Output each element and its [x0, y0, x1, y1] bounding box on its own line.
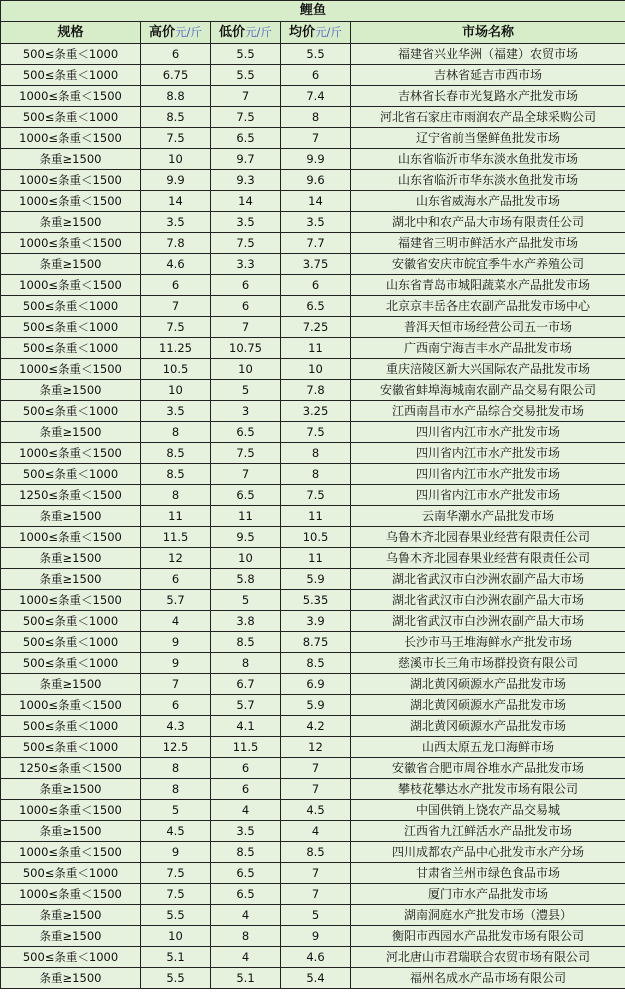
- low-price-cell: 6.5: [211, 422, 281, 443]
- header-avg-label: 均价: [289, 25, 316, 40]
- market-cell: 湖北省武汉市白沙洲农副产品大市场: [351, 611, 625, 632]
- high-price-cell: 6: [141, 44, 211, 65]
- high-price-cell: 5: [141, 800, 211, 821]
- high-price-cell: 8.5: [141, 107, 211, 128]
- high-price-cell: 11: [141, 506, 211, 527]
- low-price-cell: 5: [211, 380, 281, 401]
- avg-price-cell: 4: [281, 821, 351, 842]
- high-price-cell: 7: [141, 674, 211, 695]
- avg-price-cell: 8: [281, 443, 351, 464]
- high-price-cell: 5.5: [141, 968, 211, 989]
- low-price-cell: 6.5: [211, 863, 281, 884]
- avg-price-cell: 7.5: [281, 485, 351, 506]
- market-cell: 吉林省长春市光复路水产批发市场: [351, 86, 625, 107]
- high-price-cell: 6.75: [141, 65, 211, 86]
- low-price-cell: 10: [211, 548, 281, 569]
- spec-cell: 条重≥1500: [1, 254, 141, 275]
- market-cell: 厦门市水产品批发市场: [351, 884, 625, 905]
- high-price-cell: 10: [141, 926, 211, 947]
- spec-cell: 500≤条重＜1000: [1, 464, 141, 485]
- low-price-cell: 3: [211, 401, 281, 422]
- table-row: [1, 191, 625, 212]
- market-cell: 慈溪市长三角市场群投资有限公司: [351, 653, 625, 674]
- low-price-cell: 6.5: [211, 485, 281, 506]
- market-cell: 江西省九江鲜活水产品批发市场: [351, 821, 625, 842]
- low-price-cell: 5.5: [211, 65, 281, 86]
- market-cell: 长沙市马王堆海鲜水产批发市场: [351, 632, 625, 653]
- market-cell: 湖北省武汉市白沙洲农副产品大市场: [351, 590, 625, 611]
- avg-price-cell: 4.2: [281, 716, 351, 737]
- low-price-cell: 8: [211, 653, 281, 674]
- low-price-cell: 9.5: [211, 527, 281, 548]
- high-price-cell: 9.9: [141, 170, 211, 191]
- avg-price-cell: 9: [281, 926, 351, 947]
- high-price-cell: 7.5: [141, 884, 211, 905]
- avg-price-cell: 3.9: [281, 611, 351, 632]
- market-cell: 河北省石家庄市雨润农产品全球采购公司: [351, 107, 625, 128]
- spec-cell: 1000≤条重＜1500: [1, 233, 141, 254]
- market-cell: 甘肃省兰州市绿色食品市场: [351, 863, 625, 884]
- header-high-label: 高价: [149, 25, 176, 40]
- avg-price-cell: 10.5: [281, 527, 351, 548]
- low-price-cell: 5.8: [211, 569, 281, 590]
- low-price-cell: 6: [211, 275, 281, 296]
- market-cell: 山东省临沂市华东淡水鱼批发市场: [351, 149, 625, 170]
- market-cell: 衡阳市西园水产品批发市场有限公司: [351, 926, 625, 947]
- table-row: [1, 863, 625, 884]
- table-row: [1, 401, 625, 422]
- high-price-cell: 7: [141, 296, 211, 317]
- market-cell: 辽宁省前当堡鲜鱼批发市场: [351, 128, 625, 149]
- low-price-cell: 10: [211, 359, 281, 380]
- market-cell: 乌鲁木齐北园春果业经营有限责任公司: [351, 548, 625, 569]
- high-price-cell: 10.5: [141, 359, 211, 380]
- spec-cell: 1000≤条重＜1500: [1, 191, 141, 212]
- low-price-cell: 6.5: [211, 884, 281, 905]
- avg-price-cell: 8.75: [281, 632, 351, 653]
- spec-cell: 1000≤条重＜1500: [1, 695, 141, 716]
- avg-price-cell: 11: [281, 506, 351, 527]
- spec-cell: 条重≥1500: [1, 821, 141, 842]
- high-price-cell: 12: [141, 548, 211, 569]
- market-cell: 安徽省合肥市周谷堆水产品批发市场: [351, 758, 625, 779]
- spec-cell: 条重≥1500: [1, 674, 141, 695]
- low-price-cell: 4.1: [211, 716, 281, 737]
- low-price-cell: 9.7: [211, 149, 281, 170]
- table-row: [1, 632, 625, 653]
- low-price-cell: 4: [211, 947, 281, 968]
- high-price-cell: 8: [141, 485, 211, 506]
- table-row: [1, 716, 625, 737]
- market-cell: 湖南洞庭水产批发市场（澧县）: [351, 905, 625, 926]
- spec-cell: 1000≤条重＜1500: [1, 590, 141, 611]
- table-row: [1, 968, 625, 989]
- avg-price-cell: 10: [281, 359, 351, 380]
- low-price-cell: 7.5: [211, 233, 281, 254]
- high-price-cell: 9: [141, 653, 211, 674]
- header-low-unit: 元/斤: [245, 25, 272, 39]
- market-cell: 山东省青岛市城阳蔬菜水产品批发市场: [351, 275, 625, 296]
- table-row: [1, 590, 625, 611]
- avg-price-cell: 5.4: [281, 968, 351, 989]
- low-price-cell: 6: [211, 296, 281, 317]
- avg-price-cell: 6.9: [281, 674, 351, 695]
- high-price-cell: 3.5: [141, 212, 211, 233]
- table-row: [1, 464, 625, 485]
- market-cell: 湖北中和农产品大市场有限责任公司: [351, 212, 625, 233]
- avg-price-cell: 5.35: [281, 590, 351, 611]
- market-cell: 四川省内江市水产批发市场: [351, 464, 625, 485]
- market-cell: 福建省兴业华洲（福建）农贸市场: [351, 44, 625, 65]
- high-price-cell: 8.5: [141, 464, 211, 485]
- avg-price-cell: 5.9: [281, 695, 351, 716]
- low-price-cell: 6.7: [211, 674, 281, 695]
- table-row: [1, 170, 625, 191]
- high-price-cell: 3.5: [141, 401, 211, 422]
- avg-price-cell: 7: [281, 779, 351, 800]
- spec-cell: 1000≤条重＜1500: [1, 800, 141, 821]
- spec-cell: 1000≤条重＜1500: [1, 275, 141, 296]
- header-low-label: 低价: [219, 25, 246, 40]
- table-row: [1, 380, 625, 401]
- avg-price-cell: 7.8: [281, 380, 351, 401]
- spec-cell: 1000≤条重＜1500: [1, 359, 141, 380]
- market-cell: 湖北黄冈硕源水产品批发市场: [351, 716, 625, 737]
- header-high-unit: 元/斤: [175, 25, 202, 39]
- table-row: [1, 758, 625, 779]
- low-price-cell: 6.5: [211, 128, 281, 149]
- avg-price-cell: 7.7: [281, 233, 351, 254]
- header-avg: [281, 22, 351, 44]
- avg-price-cell: 7: [281, 884, 351, 905]
- spec-cell: 条重≥1500: [1, 380, 141, 401]
- market-cell: 湖北黄冈硕源水产品批发市场: [351, 674, 625, 695]
- high-price-cell: 5.1: [141, 947, 211, 968]
- market-cell: 吉林省延吉市西市场: [351, 65, 625, 86]
- market-cell: 河北唐山市君瑞联合农贸市场有限公司: [351, 947, 625, 968]
- header-spec: 规格: [1, 22, 141, 44]
- market-cell: 山西太原五龙口海鲜市场: [351, 737, 625, 758]
- avg-price-cell: 8: [281, 464, 351, 485]
- table-row: [1, 821, 625, 842]
- table-row: [1, 527, 625, 548]
- table-body: [1, 44, 625, 989]
- avg-price-cell: 3.75: [281, 254, 351, 275]
- high-price-cell: 11.5: [141, 527, 211, 548]
- avg-price-cell: 11: [281, 338, 351, 359]
- high-price-cell: 8.5: [141, 443, 211, 464]
- table-row: [1, 905, 625, 926]
- spec-cell: 1000≤条重＜1500: [1, 86, 141, 107]
- spec-cell: 条重≥1500: [1, 548, 141, 569]
- high-price-cell: 8: [141, 422, 211, 443]
- table-row: [1, 674, 625, 695]
- spec-cell: 500≤条重＜1000: [1, 947, 141, 968]
- avg-price-cell: 6: [281, 275, 351, 296]
- avg-price-cell: 9.9: [281, 149, 351, 170]
- high-price-cell: 8.8: [141, 86, 211, 107]
- low-price-cell: 11.5: [211, 737, 281, 758]
- spec-cell: 条重≥1500: [1, 212, 141, 233]
- spec-cell: 条重≥1500: [1, 149, 141, 170]
- table-row: [1, 506, 625, 527]
- low-price-cell: 7: [211, 317, 281, 338]
- spec-cell: 500≤条重＜1000: [1, 107, 141, 128]
- spec-cell: 500≤条重＜1000: [1, 863, 141, 884]
- high-price-cell: 7.5: [141, 128, 211, 149]
- low-price-cell: 4: [211, 905, 281, 926]
- table-row: [1, 44, 625, 65]
- market-cell: 福建省三明市鲜活水产品批发市场: [351, 233, 625, 254]
- low-price-cell: 5.5: [211, 44, 281, 65]
- low-price-cell: 7: [211, 464, 281, 485]
- high-price-cell: 4: [141, 611, 211, 632]
- table-row: [1, 275, 625, 296]
- spec-cell: 1000≤条重＜1500: [1, 443, 141, 464]
- spec-cell: 1000≤条重＜1500: [1, 170, 141, 191]
- market-cell: 攀枝花攀达水产批发市场有限公司: [351, 779, 625, 800]
- table-row: [1, 254, 625, 275]
- spec-cell: 条重≥1500: [1, 779, 141, 800]
- spec-cell: 1000≤条重＜1500: [1, 128, 141, 149]
- low-price-cell: 6: [211, 779, 281, 800]
- high-price-cell: 10: [141, 149, 211, 170]
- high-price-cell: 12.5: [141, 737, 211, 758]
- market-cell: 广西南宁海吉丰水产品批发市场: [351, 338, 625, 359]
- header-high: [141, 22, 211, 44]
- spec-cell: 条重≥1500: [1, 926, 141, 947]
- spec-cell: 500≤条重＜1000: [1, 65, 141, 86]
- table-row: [1, 233, 625, 254]
- spec-cell: 500≤条重＜1000: [1, 653, 141, 674]
- spec-cell: 500≤条重＜1000: [1, 716, 141, 737]
- avg-price-cell: 3.25: [281, 401, 351, 422]
- spec-cell: 条重≥1500: [1, 569, 141, 590]
- table-row: [1, 569, 625, 590]
- avg-price-cell: 7.4: [281, 86, 351, 107]
- low-price-cell: 10.75: [211, 338, 281, 359]
- low-price-cell: 3.8: [211, 611, 281, 632]
- market-cell: 重庆涪陵区新大兴国际农产品批发市场: [351, 359, 625, 380]
- high-price-cell: 11.25: [141, 338, 211, 359]
- avg-price-cell: 7.25: [281, 317, 351, 338]
- high-price-cell: 7.8: [141, 233, 211, 254]
- spec-cell: 条重≥1500: [1, 905, 141, 926]
- table-row: [1, 695, 625, 716]
- market-cell: 中国供销上饶农产品交易城: [351, 800, 625, 821]
- low-price-cell: 6: [211, 758, 281, 779]
- market-cell: 湖北黄冈硕源水产品批发市场: [351, 695, 625, 716]
- market-cell: 四川省内江市水产批发市场: [351, 443, 625, 464]
- table-row: [1, 149, 625, 170]
- avg-price-cell: 7: [281, 863, 351, 884]
- spec-cell: 500≤条重＜1000: [1, 338, 141, 359]
- high-price-cell: 8: [141, 758, 211, 779]
- high-price-cell: 6: [141, 695, 211, 716]
- low-price-cell: 8.5: [211, 842, 281, 863]
- table-row: [1, 86, 625, 107]
- avg-price-cell: 4.5: [281, 800, 351, 821]
- avg-price-cell: 3.5: [281, 212, 351, 233]
- low-price-cell: 3.3: [211, 254, 281, 275]
- low-price-cell: 5.7: [211, 695, 281, 716]
- low-price-cell: 7.5: [211, 443, 281, 464]
- high-price-cell: 4.5: [141, 821, 211, 842]
- low-price-cell: 5: [211, 590, 281, 611]
- table-row: [1, 779, 625, 800]
- spec-cell: 条重≥1500: [1, 968, 141, 989]
- avg-price-cell: 8.5: [281, 653, 351, 674]
- high-price-cell: 9: [141, 842, 211, 863]
- high-price-cell: 6: [141, 569, 211, 590]
- market-cell: 乌鲁木齐北园春果业经营有限责任公司: [351, 527, 625, 548]
- table-title: 鲤鱼: [1, 1, 625, 22]
- table-row: [1, 611, 625, 632]
- header-row: [1, 22, 625, 44]
- spec-cell: 500≤条重＜1000: [1, 317, 141, 338]
- header-avg-unit: 元/斤: [315, 25, 342, 39]
- market-cell: 云南华潮水产品批发市场: [351, 506, 625, 527]
- spec-cell: 500≤条重＜1000: [1, 401, 141, 422]
- table-row: [1, 884, 625, 905]
- table-title-row: [1, 1, 625, 22]
- table-row: [1, 926, 625, 947]
- avg-price-cell: 6: [281, 65, 351, 86]
- table-row: [1, 548, 625, 569]
- table-row: [1, 800, 625, 821]
- avg-price-cell: 9.6: [281, 170, 351, 191]
- header-low: [211, 22, 281, 44]
- table-row: [1, 128, 625, 149]
- high-price-cell: 7.5: [141, 863, 211, 884]
- high-price-cell: 6: [141, 275, 211, 296]
- table-row: [1, 65, 625, 86]
- high-price-cell: 4.6: [141, 254, 211, 275]
- high-price-cell: 8: [141, 779, 211, 800]
- spec-cell: 1000≤条重＜1500: [1, 884, 141, 905]
- spec-cell: 500≤条重＜1000: [1, 632, 141, 653]
- market-cell: 四川成都农产品中心批发市水产分场: [351, 842, 625, 863]
- high-price-cell: 10: [141, 380, 211, 401]
- header-market: 市场名称: [351, 22, 625, 44]
- avg-price-cell: 7: [281, 758, 351, 779]
- market-cell: 湖北省武汉市白沙洲农副产品大市场: [351, 569, 625, 590]
- table-row: [1, 485, 625, 506]
- high-price-cell: 4.3: [141, 716, 211, 737]
- market-cell: 普洱天恒市场经营公司五一市场: [351, 317, 625, 338]
- table-row: [1, 737, 625, 758]
- market-cell: 四川省内江市水产批发市场: [351, 422, 625, 443]
- spec-cell: 条重≥1500: [1, 506, 141, 527]
- table-row: [1, 653, 625, 674]
- high-price-cell: 5.7: [141, 590, 211, 611]
- table-row: [1, 443, 625, 464]
- table-row: [1, 422, 625, 443]
- high-price-cell: 9: [141, 632, 211, 653]
- low-price-cell: 4: [211, 800, 281, 821]
- avg-price-cell: 5: [281, 905, 351, 926]
- avg-price-cell: 8.5: [281, 842, 351, 863]
- high-price-cell: 14: [141, 191, 211, 212]
- low-price-cell: 3.5: [211, 212, 281, 233]
- table-row: [1, 947, 625, 968]
- low-price-cell: 9.3: [211, 170, 281, 191]
- spec-cell: 500≤条重＜1000: [1, 737, 141, 758]
- avg-price-cell: 8: [281, 107, 351, 128]
- low-price-cell: 14: [211, 191, 281, 212]
- market-cell: 四川省内江市水产批发市场: [351, 485, 625, 506]
- spec-cell: 1000≤条重＜1500: [1, 842, 141, 863]
- market-cell: 北京京丰岳各庄农副产品批发市场中心: [351, 296, 625, 317]
- avg-price-cell: 7.5: [281, 422, 351, 443]
- low-price-cell: 7.5: [211, 107, 281, 128]
- avg-price-cell: 11: [281, 548, 351, 569]
- spec-cell: 1250≤条重＜1500: [1, 758, 141, 779]
- avg-price-cell: 6.5: [281, 296, 351, 317]
- spec-cell: 1250≤条重＜1500: [1, 485, 141, 506]
- low-price-cell: 8.5: [211, 632, 281, 653]
- market-cell: 山东省临沂市华东淡水鱼批发市场: [351, 170, 625, 191]
- low-price-cell: 11: [211, 506, 281, 527]
- table-row: [1, 317, 625, 338]
- low-price-cell: 8: [211, 926, 281, 947]
- spec-cell: 1000≤条重＜1500: [1, 527, 141, 548]
- table-row: [1, 107, 625, 128]
- avg-price-cell: 7: [281, 128, 351, 149]
- spec-cell: 500≤条重＜1000: [1, 44, 141, 65]
- avg-price-cell: 4.6: [281, 947, 351, 968]
- low-price-cell: 3.5: [211, 821, 281, 842]
- avg-price-cell: 12: [281, 737, 351, 758]
- table-row: [1, 296, 625, 317]
- avg-price-cell: 5.5: [281, 44, 351, 65]
- spec-cell: 500≤条重＜1000: [1, 296, 141, 317]
- table-row: [1, 338, 625, 359]
- low-price-cell: 7: [211, 86, 281, 107]
- market-cell: 安徽省蚌埠海城南农副产品交易有限公司: [351, 380, 625, 401]
- high-price-cell: 7.5: [141, 317, 211, 338]
- market-cell: 安徽省安庆市皖宜季牛水产养殖公司: [351, 254, 625, 275]
- market-cell: 江西南昌市水产品综合交易批发市场: [351, 401, 625, 422]
- avg-price-cell: 14: [281, 191, 351, 212]
- spec-cell: 条重≥1500: [1, 422, 141, 443]
- table-row: [1, 212, 625, 233]
- avg-price-cell: 5.9: [281, 569, 351, 590]
- spec-cell: 500≤条重＜1000: [1, 611, 141, 632]
- table-row: [1, 842, 625, 863]
- market-cell: 福州名成水产品市场有限公司: [351, 968, 625, 989]
- table-row: [1, 359, 625, 380]
- market-cell: 山东省威海水产品批发市场: [351, 191, 625, 212]
- low-price-cell: 5.1: [211, 968, 281, 989]
- high-price-cell: 5.5: [141, 905, 211, 926]
